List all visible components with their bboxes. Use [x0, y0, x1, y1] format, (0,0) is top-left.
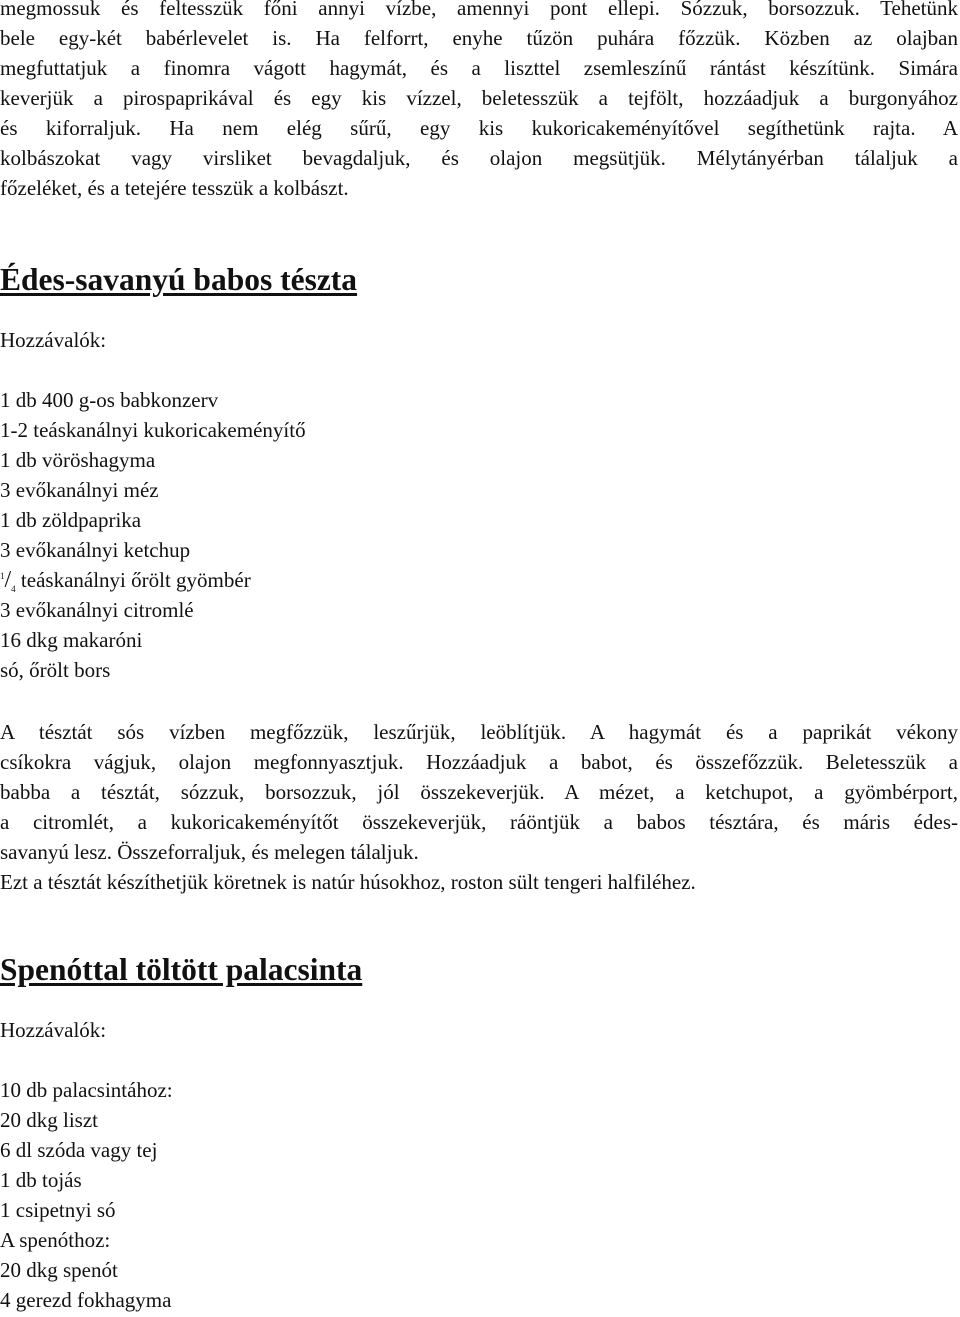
text-line: megmossuk és feltesszük főni annyi vízbe, amennyi pont ellepi. Sózzuk, borsozzuk. Tehetünk — [0, 0, 958, 20]
method-paragraph — [0, 717, 958, 897]
method-text — [0, 717, 958, 867]
intro-text — [0, 0, 958, 203]
text-line: főzeléket, és a tetejére tesszük a kolbászt. — [0, 176, 349, 200]
list-item: 3 evőkanálnyi citromlé — [0, 598, 194, 622]
ingredients-list — [0, 1075, 958, 1315]
list-item: só, őrölt bors — [0, 658, 111, 682]
ingredients-list — [0, 385, 958, 685]
list-item: 1 db vöröshagyma — [0, 448, 156, 472]
list-item: 1-2 teáskanálnyi kukoricakeményítő — [0, 418, 306, 442]
text-line: kolbászokat vagy virsliket bevagdaljuk, és olajon megsütjük. Mélytányérban tálaljuk a — [0, 146, 958, 170]
list-item: 20 dkg liszt — [0, 1108, 98, 1132]
list-item: 3 evőkanálnyi ketchup — [0, 538, 191, 562]
text-line: keverjük a pirospaprikával és egy kis vízzel, beletesszük a tejfölt, hozzáadjuk a burgonyához — [0, 86, 958, 110]
fraction-numerator: 1 — [0, 571, 5, 581]
text-line: Ezt a tésztát készíthetjük köretnek is natúr húsokhoz, roston sült tengeri halfiléhez. — [0, 870, 696, 894]
text-line: megfuttatjuk a finomra vágott hagymát, és a liszttel zsemleszínű rántást készítünk. Simára — [0, 56, 958, 80]
list-item: 1 db zöldpaprika — [0, 508, 142, 532]
list-item: 10 db palacsintához: — [0, 1078, 173, 1102]
list-item: 1 csipetnyi só — [0, 1198, 116, 1222]
list-item: 1 db 400 g-os babkonzerv — [0, 388, 219, 412]
list-item: 4 gerezd fokhagyma — [0, 1288, 172, 1312]
text-line: és kiforraljuk. Ha nem elég sűrű, egy kis kukoricakeményítővel segíthetünk rajta. A — [0, 116, 958, 140]
ingredients-label: Hozzávalók: — [0, 328, 107, 352]
list-item: 1 db tojás — [0, 1168, 82, 1192]
recipe-title: Spenóttal töltött palacsinta — [0, 952, 363, 987]
text-line: savanyú lesz. Összeforraljuk, és melegen tálaljuk. — [0, 840, 419, 864]
text-line: babba a tésztát, sózzuk, borsozzuk, jól összekeverjük. A mézet, a ketchupot, a gyömbérport, — [0, 780, 958, 804]
recipe-title: Édes-savanyú babos tészta — [0, 262, 358, 297]
note-text — [0, 867, 958, 897]
list-item: 3 evőkanálnyi méz — [0, 478, 159, 502]
list-item: 6 dl szóda vagy tej — [0, 1138, 158, 1162]
list-item: 16 dkg makaróni — [0, 628, 143, 652]
fraction — [0, 567, 16, 595]
text-line: A tésztát sós vízben megfőzzük, leszűrjük, leöblítjük. A hagymát és a paprikát vékony — [0, 720, 958, 744]
list-item — [0, 565, 958, 595]
fraction-slash: / — [4, 567, 12, 593]
text-line: a citromlét, a kukoricakeményítőt összekeverjük, ráöntjük a babos tésztára, és máris édes- — [0, 810, 958, 834]
ingredients-label: Hozzávalók: — [0, 1018, 107, 1042]
text-line: bele egy-két babérlevelet is. Ha felforrt, enyhe tűzön puhára főzzük. Közben az olajban — [0, 26, 958, 50]
list-item: 20 dkg spenót — [0, 1258, 118, 1282]
list-item: A spenóthoz: — [0, 1228, 111, 1252]
list-item-text: teáskanálnyi őrölt gyömbér — [15, 568, 251, 592]
intro-paragraph — [0, 0, 958, 203]
text-line: csíkokra vágjuk, olajon megfonnyasztjuk. Hozzáadjuk a babot, és összefőzzük. Beletesszük a — [0, 750, 958, 774]
fraction-denominator: 4 — [11, 584, 16, 595]
